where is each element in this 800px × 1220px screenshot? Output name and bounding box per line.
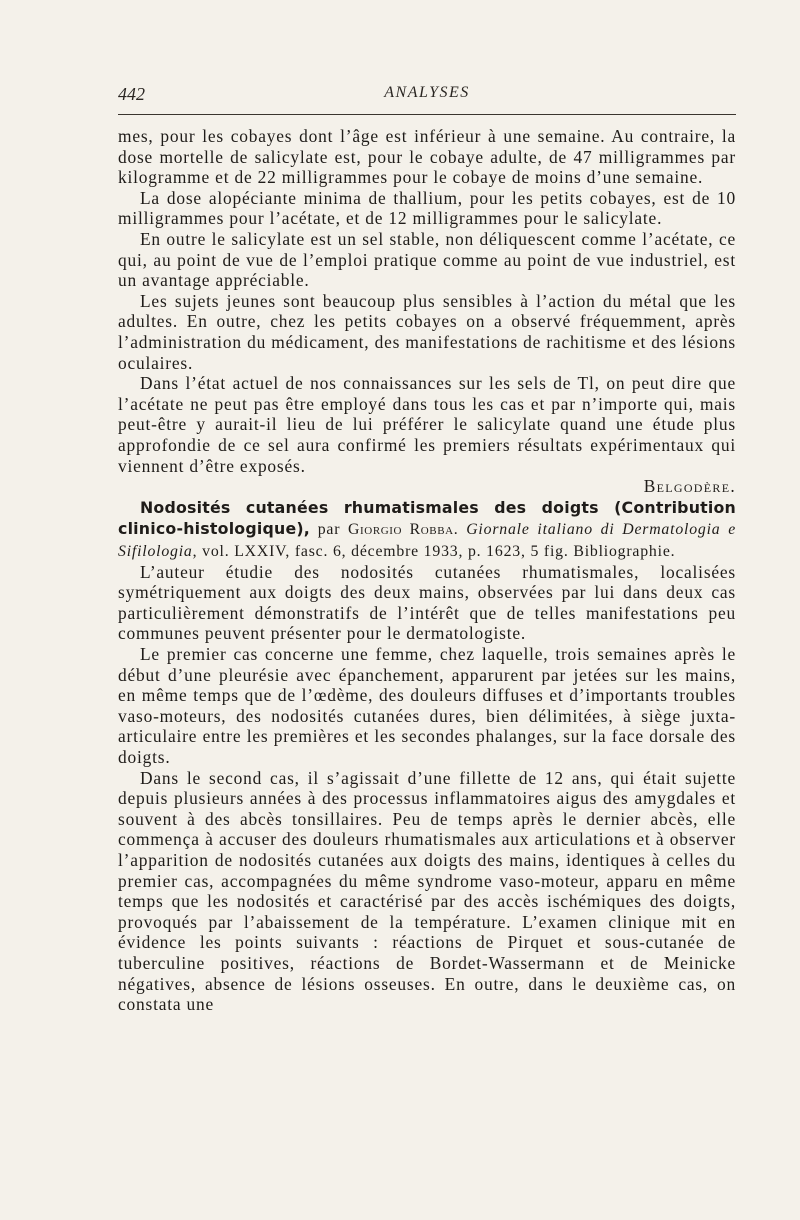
paragraph: La dose alopéciante minima de thallium, pour les petits cobayes, est de 10 milligrammes pour l’acétate, et de 12 milligrammes pour le salicylate. [118,187,736,229]
article-paragraph: Dans le second cas, il s’agissait d’une fillette de 12 ans, qui était sujette depuis plusieurs années à des processus inflammatoires aigus des amygdales et souvent à des abcès tonsillaires. Peu de temps après le dernier abcès, elle commença à accuser des douleurs rhumatismales aux articulations et à observer l’apparition de nodosités cutanées aux doigts des mains, identiques à celles du premier cas, accompagnées du même syndrome vaso-moteur, apparu en même temps que les nodosités et caractérisé par des accès ischémiques des doigts, provoqués par l’abaissement de la température. L’examen clinique mit en évidence les points suivants : réactions de Pirquet et sous-cutanée de tuberculine positives, réactions de Bordet-Wassermann et de Meinicke négatives, absence de lésions osseuses. En outre, dans le deuxième cas, on constata une [118,767,736,1015]
document-page [118,0,736,1220]
article-paragraph: Le premier cas concerne une femme, chez laquelle, trois semaines après le début d’une pleurésie avec épanchement, apparurent par jetées sur les mains, en même temps que de l’œdème, des douleurs diffuses et d’importants troubles vaso-moteurs, des nodosités cutanées dures, bien délimitées, à siège juxta-articulaire entre les premières et les secondes phalanges, sur la face dorsale des doigts. [118,644,736,768]
page-header [118,84,736,106]
article-reference: , vol. LXXIV, fasc. 6, décembre 1933, p. 1623, 5 fig. Bibliographie. [192,542,676,560]
article-title: Nodosités cutanées rhumatismales des doigts (Contribution clinico-histologique), [118,497,736,538]
running-head: ANALYSES [384,84,470,101]
byline-separator: . [453,520,467,538]
article-author: Giorgio Robba [348,520,454,538]
paragraph: En outre le salicylate est un sel stable, non déliquescent comme l’acétate, ce qui, au point de vue de l’emploi pratique comme au point de vue industriel, est un avantage appréciable. [118,228,736,291]
page-content [118,126,736,1015]
page-number: 442 [118,84,145,104]
paragraph: Les sujets jeunes sont beaucoup plus sensibles à l’action du métal que les adultes. En outre, chez les petits cobayes on a observé fréquemment, après l’administration du médicament, des manifestations de rachitisme et des lésions oculaires. [118,290,736,373]
journal-title: Giornale italiano di Dermatologia e Sifilologia [118,520,737,560]
paragraph: Dans l’état actuel de nos connaissances sur les sels de Tl, on peut dire que l’acétate ne peut pas être employé dans tous les cas et par n’importe qui, mais peut-être y aurait-il lieu de lui préférer le salicylate quand une étude plus approfondie de ce sel aura confirmé les premiers résultats expérimentaux qui viennent d’être exposés. [118,373,736,476]
byline-par: par [309,520,348,538]
article-paragraph: L’auteur étudie des nodosités cutanées rhumatismales, localisées symétriquement aux doigts des deux mains, observées par lui dans deux cas particulièrement démonstratifs de l’intérêt que de telles manifestations peu communes peuvent présenter pour le dermatologiste. [118,561,736,644]
header-rule [118,114,736,115]
article-heading [118,497,736,562]
signature: Belgodère. [643,476,736,497]
paragraph-continued: mes, pour les cobayes dont l’âge est inférieur à une semaine. Au contraire, la dose mortelle de salicylate est, pour le cobaye adulte, de 47 milligrammes par kilogramme et de 22 milligrammes pour le cobaye de moins d’une semaine. [118,126,736,188]
